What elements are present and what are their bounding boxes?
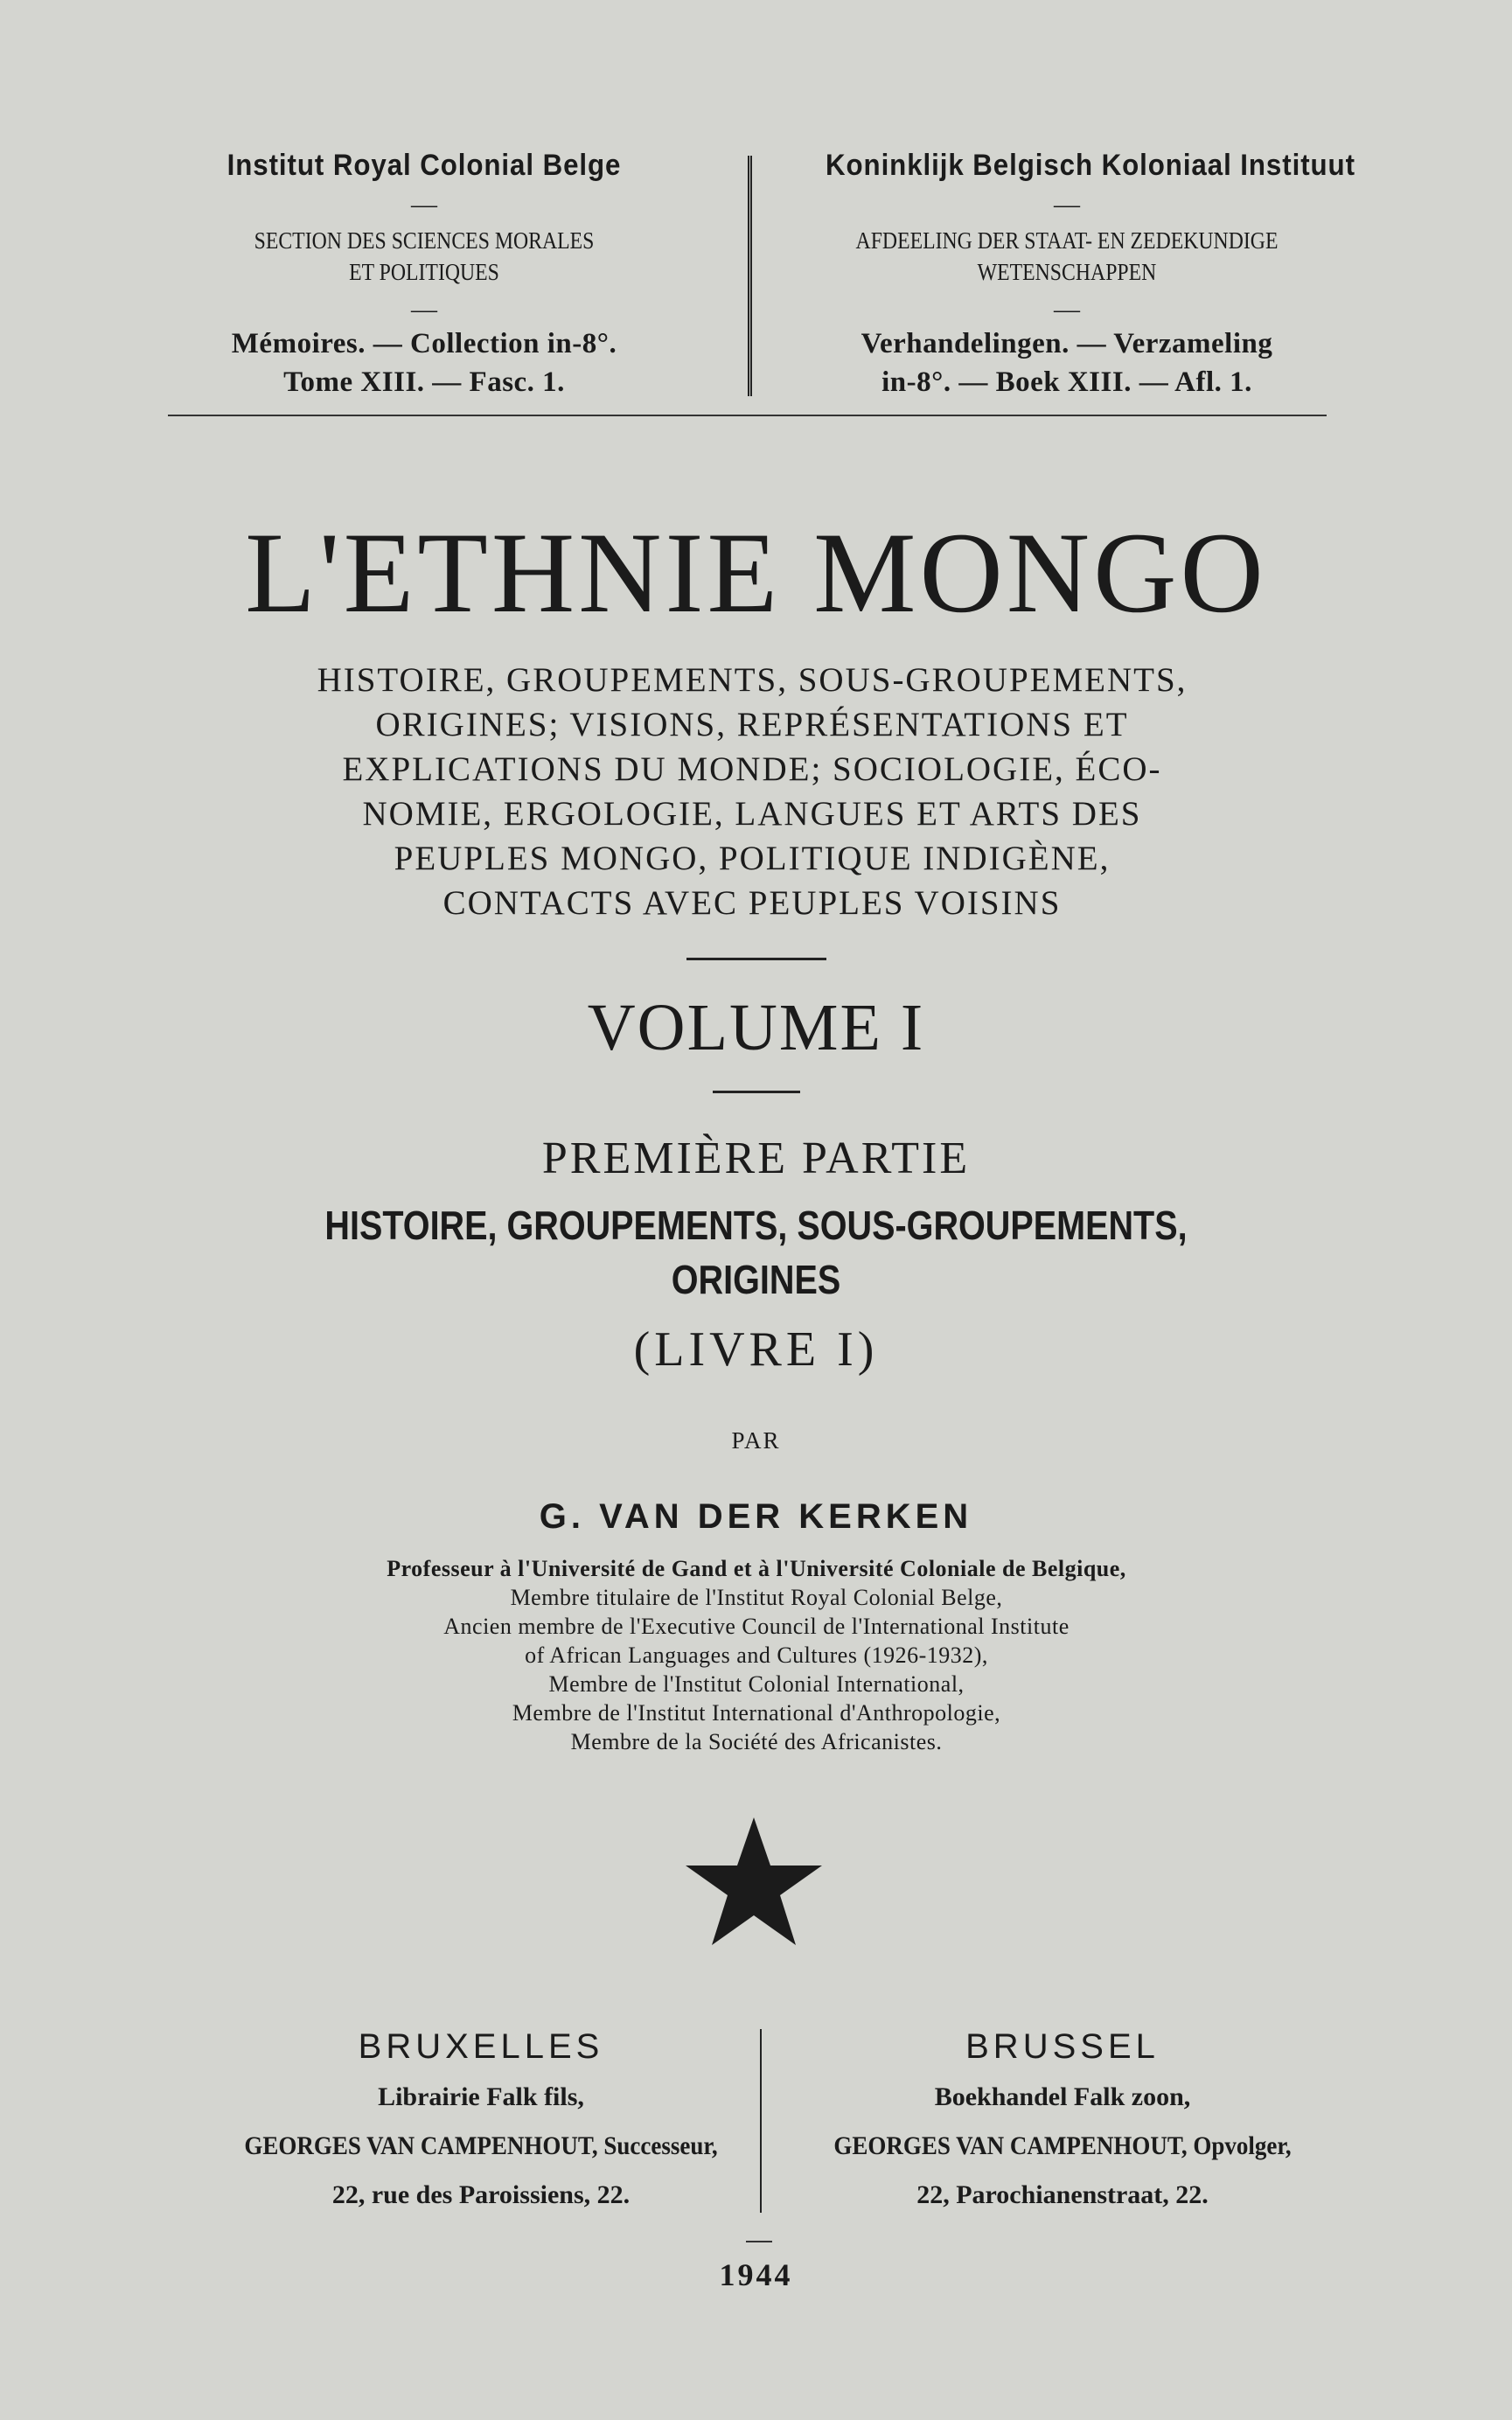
section-line: SECTION DES SCIENCES MORALES [254, 227, 595, 254]
publisher-left [201, 2020, 761, 2220]
credential-line: Membre de l'Institut Colonial International, [548, 1671, 965, 1697]
book-number: (LIVRE I) [633, 1322, 879, 1377]
publisher-divider [760, 2029, 762, 2213]
publisher-name: Librairie Falk fils, [378, 2082, 584, 2111]
series-line: in-8°. — Boek XIII. — Afl. 1. [881, 366, 1252, 398]
section-fr [166, 225, 682, 288]
section-line: ET POLITIQUES [349, 259, 499, 285]
section-line: WETENSCHAPPEN [977, 259, 1157, 285]
section-nl [805, 225, 1329, 288]
subtitle-line: EXPLICATIONS DU MONDE; SOCIOLOGIE, ÉCO- [342, 750, 1162, 788]
city-nl: BRUSSEL [965, 2027, 1160, 2066]
publisher-address: 22, rue des Paroissiens, 22. [331, 2180, 631, 2209]
header-divider [748, 156, 752, 396]
credential-line: of African Languages and Cultures (1926-1932), [525, 1642, 988, 1668]
publisher-address: 22, Parochianenstraat, 22. [916, 2180, 1209, 2209]
series-nl [805, 324, 1329, 401]
credential-line: Membre de la Société des Africanistes. [570, 1729, 943, 1754]
header-dash: — [411, 295, 437, 324]
series-line: Mémoires. — Collection in-8°. [231, 328, 617, 359]
publisher-successor: GEORGES VAN CAMPENHOUT, Opvolger, [833, 2131, 1292, 2160]
volume-label: VOLUME I [587, 991, 925, 1064]
publication-year: 1944 [719, 2257, 793, 2292]
header-right [805, 149, 1355, 401]
author-name: G. VAN DER KERKEN [539, 1497, 973, 1536]
subtitle-line: NOMIE, ERGOLOGIE, LANGUES ET ARTS DES [362, 795, 1142, 833]
header-rule [168, 415, 1327, 416]
title-rule [686, 958, 826, 960]
section-line: AFDEELING DER STAAT- EN ZEDEKUNDIGE [855, 227, 1279, 254]
subtitle-line: CONTACTS AVEC PEUPLES VOISINS [442, 884, 1062, 922]
credential-line: Professeur à l'Université de Gand et à l'Université Coloniale de Belgique, [387, 1556, 1126, 1581]
header-dash: — [1054, 190, 1080, 219]
subtitle-line: PEUPLES MONGO, POLITIQUE INDIGÈNE, [394, 840, 1111, 877]
star-icon [684, 1817, 824, 1949]
series-line: Verhandelingen. — Verzameling [861, 328, 1273, 359]
subtitle-line: ORIGINES; VISIONS, REPRÉSENTATIONS ET [375, 706, 1129, 743]
part-title [106, 1198, 1406, 1307]
credential-line: Membre de l'Institut International d'Anthropologie, [512, 1700, 1001, 1726]
by-label: PAR [731, 1427, 781, 1454]
series-line: Tome XIII. — Fasc. 1. [283, 366, 565, 398]
credential-line: Ancien membre de l'Executive Council de l'International Institute [443, 1614, 1070, 1639]
year-dash [746, 2241, 772, 2242]
header-dash: — [1054, 295, 1080, 324]
subtitle [289, 658, 1216, 925]
header-left [166, 149, 682, 401]
city-fr: BRUXELLES [358, 2027, 604, 2066]
part-title-line: ORIGINES [671, 1257, 841, 1302]
institute-name-nl: Koninklijk Belgisch Koloniaal Instituut [826, 149, 1355, 182]
volume-rule [713, 1091, 800, 1093]
header-dash: — [411, 190, 437, 219]
subtitle-line: HISTOIRE, GROUPEMENTS, SOUS-GROUPEMENTS, [317, 661, 1188, 699]
publisher-right [774, 2020, 1351, 2220]
publisher-name: Boekhandel Falk zoon, [934, 2082, 1191, 2111]
credential-line: Membre titulaire de l'Institut Royal Colonial Belge, [510, 1585, 1003, 1610]
publisher-successor: GEORGES VAN CAMPENHOUT, Successeur, [244, 2131, 718, 2160]
part-title-line: HISTOIRE, GROUPEMENTS, SOUS-GROUPEMENTS, [324, 1203, 1188, 1248]
series-fr [166, 324, 682, 401]
institute-name-fr: Institut Royal Colonial Belge [226, 149, 622, 182]
book-title: L'ETHNIE MONGO [245, 508, 1267, 637]
part-label: PREMIÈRE PARTIE [541, 1133, 971, 1183]
author-credentials [210, 1554, 1303, 1756]
